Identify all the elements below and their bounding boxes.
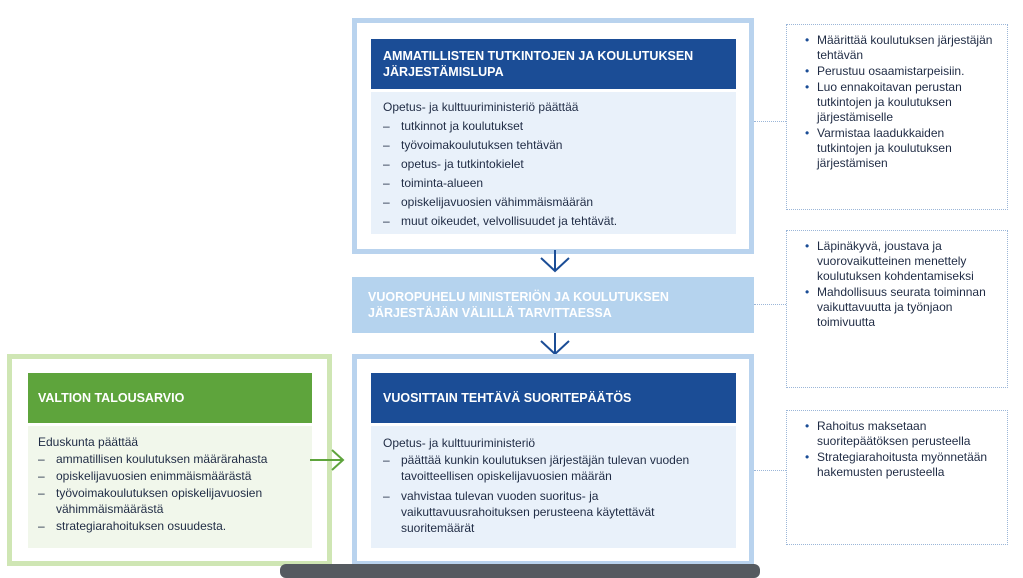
list-item: – työvoimakoulutuksen tehtävän bbox=[383, 137, 724, 153]
connector-line bbox=[754, 304, 786, 305]
decision-box-title bbox=[371, 373, 736, 423]
dialogue-note bbox=[786, 230, 1008, 388]
bottom-edge-bar bbox=[280, 564, 760, 578]
permit-note-list bbox=[805, 33, 997, 171]
list-item: – tutkinnot ja koulutukset bbox=[383, 118, 724, 134]
list-item: – työvoimakoulutuksen opiskelijavuosien vähimmäismäärästä bbox=[38, 485, 302, 517]
arrow-right-icon bbox=[310, 449, 346, 471]
list-item: – vahvistaa tulevan vuoden suoritus- ja vaikuttavuusrahoituksen perusteena käytettävät suoritemäärät bbox=[383, 488, 724, 536]
connector-line bbox=[754, 121, 786, 122]
list-item: – opiskelijavuosien vähimmäismäärän bbox=[383, 194, 724, 210]
decision-box-body bbox=[371, 426, 736, 548]
arrow-down-icon bbox=[538, 250, 572, 274]
budget-box-list bbox=[38, 451, 302, 534]
budget-box-title-text: VALTION TALOUSARVIO bbox=[38, 391, 185, 405]
permit-box-title bbox=[371, 39, 736, 89]
dialogue-note-list bbox=[805, 239, 997, 330]
permit-box-title-text: AMMATILLISTEN TUTKINTOJEN JA KOULUTUKSEN JÄRJESTÄMISLUPA bbox=[383, 49, 694, 79]
list-item: – päättää kunkin koulutuksen järjestäjän tulevan vuoden tavoitteellisen opiskelijavuosien määrän bbox=[383, 452, 724, 484]
list-item: – opiskelijavuosien enimmäismäärästä bbox=[38, 468, 302, 484]
note-item: • Varmistaa laadukkaiden tutkintojen ja koulutuksen järjestämisen bbox=[805, 126, 997, 171]
connector-line bbox=[754, 470, 786, 471]
permit-box-intro: Opetus- ja kulttuuriministeriö päättää bbox=[383, 100, 579, 114]
decision-note bbox=[786, 410, 1008, 545]
note-item: • Määrittää koulutuksen järjestäjän tehtävän bbox=[805, 33, 997, 63]
budget-box-intro: Eduskunta päättää bbox=[38, 435, 139, 449]
decision-note-list bbox=[805, 419, 997, 480]
note-item: • Perustuu osaamistarpeisiin. bbox=[805, 64, 997, 79]
decision-box-list bbox=[383, 452, 724, 536]
dialogue-band-text: VUOROPUHELU MINISTERIÖN JA KOULUTUKSEN JÄRJESTÄJÄN VÄLILLÄ TARVITTAESSA bbox=[368, 290, 669, 320]
budget-box-body bbox=[28, 426, 312, 548]
permit-box-list bbox=[383, 118, 724, 229]
list-item: – ammatillisen koulutuksen määrärahasta bbox=[38, 451, 302, 467]
note-item: • Rahoitus maksetaan suoritepäätöksen perusteella bbox=[805, 419, 997, 449]
decision-box-title-text: VUOSITTAIN TEHTÄVÄ SUORITEPÄÄTÖS bbox=[383, 391, 632, 405]
list-item: – opetus- ja tutkintokielet bbox=[383, 156, 724, 172]
note-item: • Strategiarahoitusta myönnetään hakemusten perusteella bbox=[805, 450, 997, 480]
note-item: • Mahdollisuus seurata toiminnan vaikuttavuutta ja työnjaon toimivuutta bbox=[805, 285, 997, 330]
list-item: – strategiarahoituksen osuudesta. bbox=[38, 518, 302, 534]
note-item: • Läpinäkyvä, joustava ja vuorovaikutteinen menettely koulutuksen kohdentamiseksi bbox=[805, 239, 997, 284]
dialogue-band bbox=[352, 277, 754, 333]
list-item: – muut oikeudet, velvollisuudet ja tehtävät. bbox=[383, 213, 724, 229]
note-item: • Luo ennakoitavan perustan tutkintojen ja koulutuksen järjestämiselle bbox=[805, 80, 997, 125]
permit-box-body bbox=[371, 92, 736, 234]
permit-note bbox=[786, 24, 1008, 210]
decision-box-intro: Opetus- ja kulttuuriministeriö bbox=[383, 436, 536, 450]
budget-box-title bbox=[28, 373, 312, 423]
list-item: – toiminta-alueen bbox=[383, 175, 724, 191]
